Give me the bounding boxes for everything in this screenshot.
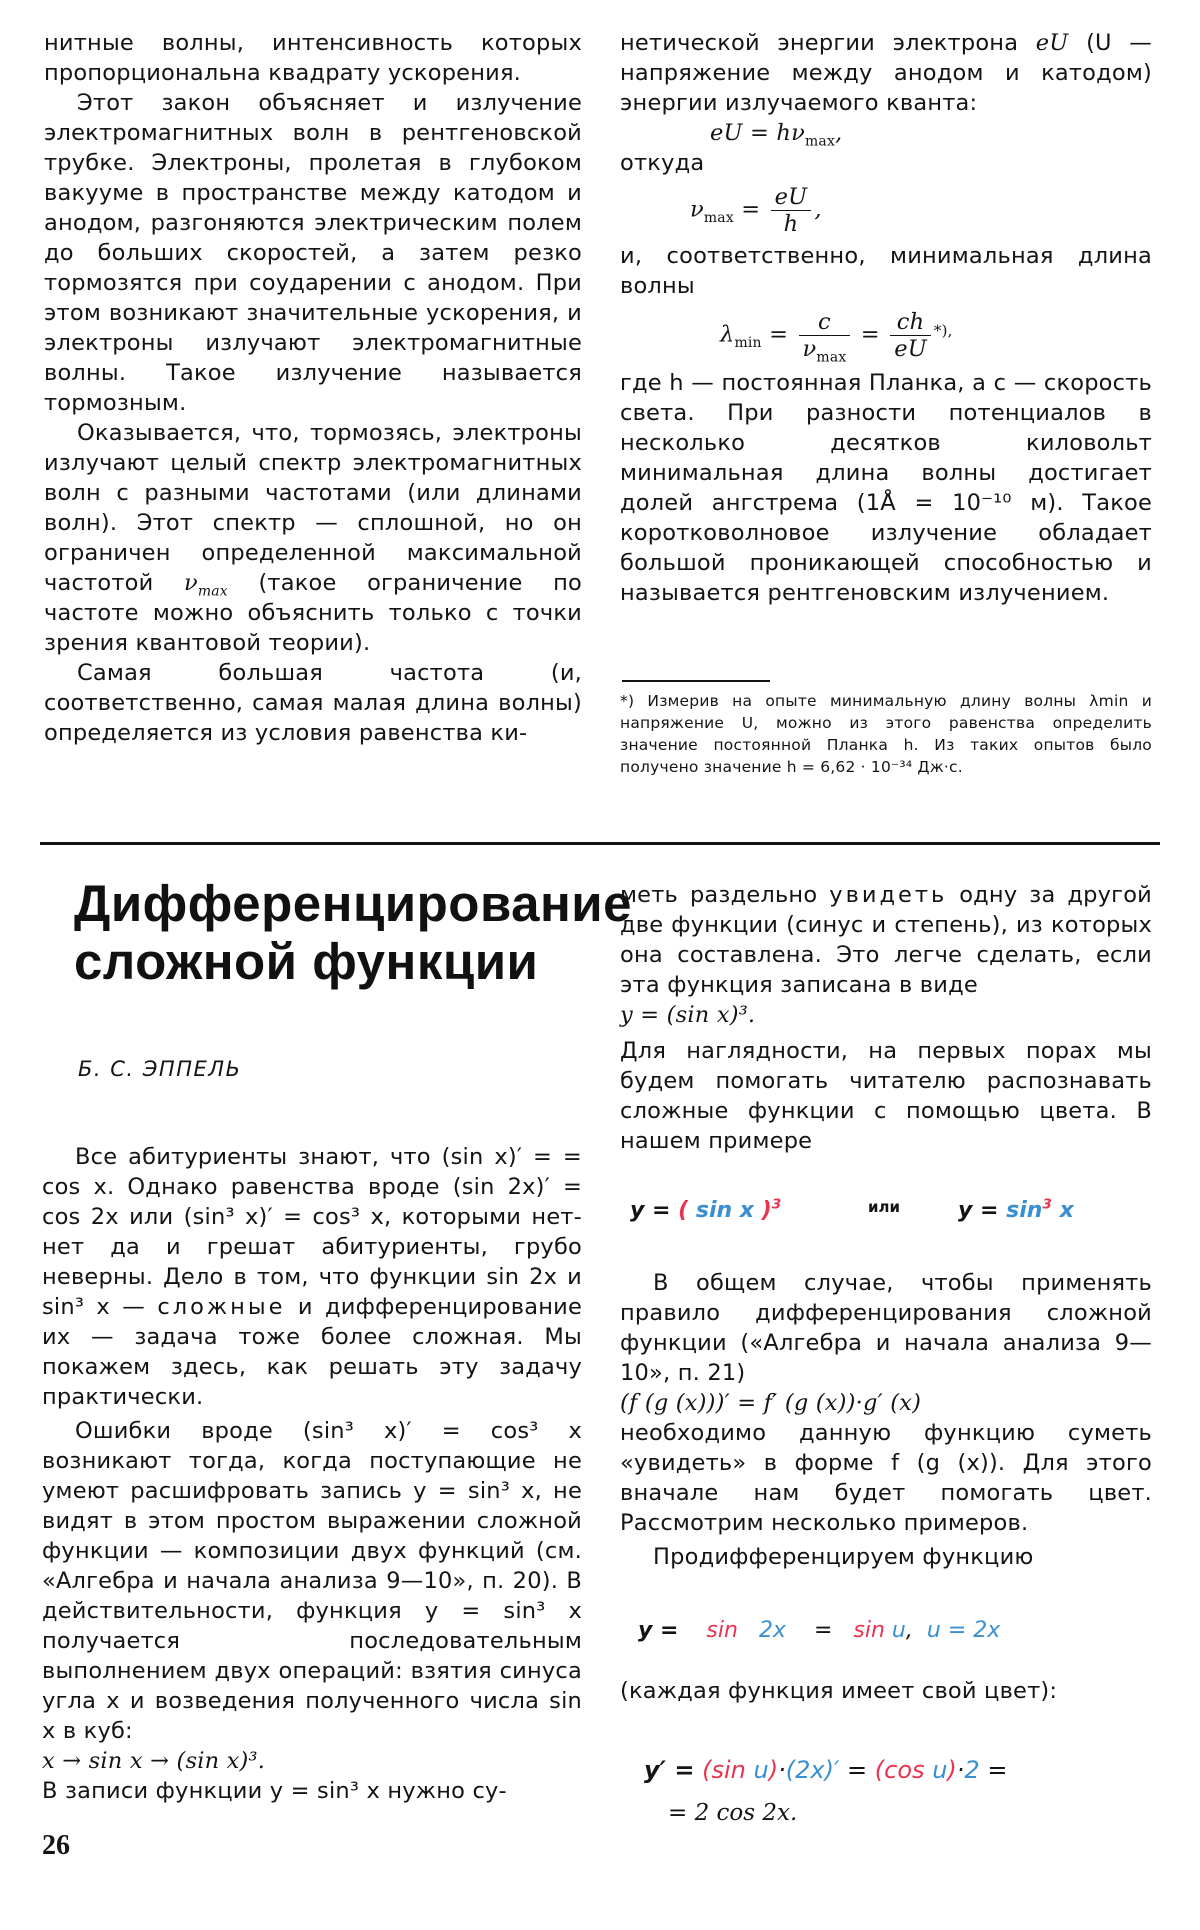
color-example-1: [630, 1196, 781, 1226]
footnote-text: *) Измерив на опыте минимальную длину волны λmin и напряжение U, можно из этого равенства определить значение постоянной Планка h. Из таких опытов было получено значение h = 6,62 · 10⁻³⁴ Дж·с.: [620, 692, 1152, 776]
derivative-line-2: = 2 cos 2x.: [668, 1800, 798, 1826]
paragraph: откуда: [620, 150, 705, 176]
text: нетической энергии электрона: [620, 30, 1019, 56]
lhs: y′ =: [644, 1756, 695, 1784]
equation-chain: x → sin x → (sin x)³.: [42, 1748, 266, 1774]
subscript: max: [703, 210, 734, 226]
two-x: 2x: [973, 1618, 1001, 1643]
paragraph: Этот закон объясняет и излучение электромагнитных волн в рентгеновской трубке. Электроны, пролетая в глубоком вакууме в пространстве между катодом и анодом, разгоняются электрическим полем до больших скоростей, а затем резко тормозятся при соударении с анодом. При этом возникают значительные ускорения, и электроны излучают электромагнитные волны. Такое излучение называется тормозным.: [44, 90, 582, 416]
power: 3: [1042, 1196, 1052, 1213]
equation-sin-cubed: y = (sin x)³.: [620, 1002, 756, 1028]
denominator: eU: [894, 336, 927, 362]
two-x: 2x: [758, 1618, 786, 1643]
color-example-2: [958, 1196, 1074, 1226]
two-x: 2x: [795, 1756, 825, 1784]
paragraph: Ошибки вроде (sin³ x)′ = cos³ x возникают тогда, когда поступающие не умеют расшифровать запись y = sin³ x, не видят в этом простом выражении сложной функции — композиции двух функций (см. «Алгебра и начала анализа 9—10», п. 20). В действительности, функция y = sin³ x получается последовательным выполнением двух операций: взятия синуса угла x и возведения полученного числа sin x в куб:: [42, 1418, 582, 1744]
text: (U — напряжение между анодом и катодом) энергии излучаемого кванта:: [620, 30, 1153, 116]
paragraph: В общем случае, чтобы применять правило дифференцирования сложной функции («Алгебра и начала анализа 9—10», п. 21): [620, 1270, 1152, 1386]
spaced-emphasis: увидеть: [829, 882, 948, 908]
u: u: [753, 1756, 769, 1784]
sin: sin: [1006, 1198, 1043, 1223]
paragraph: (каждая функция имеет свой цвет):: [620, 1678, 1058, 1704]
top-right-column: [620, 28, 1152, 608]
text: меть раздельно: [620, 882, 818, 908]
footnote-mark: *),: [933, 321, 953, 340]
equation-lambda-min: [620, 309, 1152, 366]
title-line: сложной функции: [74, 933, 539, 990]
power: 3: [771, 1196, 782, 1213]
paragraph: Самая большая частота (и, соответственно, самая малая длина волны) определяется из условия равенства ки-: [44, 660, 582, 746]
or-word: или: [868, 1198, 901, 1216]
equals: =: [847, 1756, 868, 1784]
eq-text: eU = hν: [710, 120, 806, 146]
color-example-3: [638, 1616, 1000, 1646]
paren: (: [874, 1756, 885, 1784]
sin: sin: [711, 1756, 746, 1784]
subscript: max: [805, 133, 836, 150]
sin: sin: [853, 1618, 885, 1643]
paren-close: ): [761, 1198, 772, 1223]
lhs: y =: [638, 1618, 679, 1643]
subscript: max: [816, 349, 847, 366]
text: (такое ограничение по частоте можно объяснить только с точки зрения квантовой теории).: [44, 570, 582, 656]
numerator: eU: [771, 184, 812, 211]
section-divider: [40, 842, 1160, 845]
eq-punct: ,: [835, 120, 843, 146]
paragraph: [620, 28, 1152, 118]
footnote-rule: [622, 680, 770, 682]
den-symbol: ν: [802, 336, 817, 362]
dot: ·: [956, 1756, 965, 1784]
denominator: h: [783, 211, 799, 237]
equals: =: [947, 1618, 967, 1643]
article-right-column-tail: [620, 1676, 1152, 1706]
paren: (: [785, 1756, 796, 1784]
equals: =: [769, 321, 789, 348]
equals: =: [813, 1618, 833, 1643]
nu-symbol: ν: [183, 570, 198, 596]
equation-energy: [620, 118, 1152, 148]
equation-nu-max: [620, 184, 1152, 237]
paragraph: Продифференцируем функцию: [653, 1544, 1034, 1570]
comma: ,: [905, 1618, 913, 1643]
paren: (: [702, 1756, 712, 1784]
paren-open: (: [678, 1198, 689, 1223]
footnote: [620, 690, 1152, 778]
text: и дифференцирование их — задача тоже более сложная. Мы покажем здесь, как решать эту задачу практически.: [42, 1294, 582, 1410]
x: x: [1059, 1198, 1074, 1223]
paren: ): [768, 1756, 779, 1784]
equals: =: [860, 321, 880, 348]
eq-punct: ,: [814, 196, 822, 223]
numerator: ch: [890, 309, 931, 336]
title-line: Дифференцирование: [74, 875, 633, 932]
equals: =: [987, 1756, 1008, 1784]
u: u: [926, 1618, 941, 1643]
dot: ·: [778, 1756, 786, 1784]
paragraph: [44, 418, 582, 658]
lhs: y =: [630, 1198, 671, 1223]
subscript: max: [197, 583, 228, 600]
lhs: y =: [958, 1198, 999, 1223]
eq-lhs: ν: [690, 196, 704, 223]
text: одну за другой две функции (синус и степень), из которых она составлена. Это легче сделать, если эта функция записана в виде: [620, 882, 1152, 998]
math-eU: eU: [1035, 30, 1069, 56]
article-left-column: [42, 1142, 582, 1806]
denominator: [799, 336, 851, 366]
equation-chain-rule: (f (g (x)))′ = f′ (g (x))·g′ (x): [620, 1390, 922, 1416]
spaced-emphasis: сложные: [157, 1294, 286, 1320]
two: 2: [964, 1756, 980, 1784]
paragraph: нитные волны, интенсивность которых пропорциональна квадрату ускорения.: [44, 30, 582, 86]
paragraph: [620, 880, 1152, 1000]
sin: sin: [706, 1618, 738, 1643]
equals: =: [741, 196, 761, 223]
top-left-column: [44, 28, 582, 748]
u: u: [932, 1756, 948, 1784]
paren: ): [947, 1756, 957, 1784]
paragraph: В записи функции y = sin³ x нужно су-: [42, 1778, 507, 1804]
derivative-line-1: [644, 1755, 1007, 1785]
paren-prime: )′: [824, 1756, 840, 1784]
fraction: [890, 309, 931, 362]
paragraph: Для наглядности, на первых порах мы будем помогать читателю распознавать сложные функции с помощью цвета. В нашем примере: [620, 1038, 1152, 1154]
page-number: 26: [42, 1830, 70, 1861]
cos: cos: [884, 1756, 925, 1784]
article-right-column: [620, 880, 1152, 1156]
fraction: [799, 309, 851, 366]
paragraph: где h — постоянная Планка, а c — скорость света. При разности потенциалов в несколько десятков киловольт минимальная длина волны достигает долей ангстрема (1Å = 10⁻¹⁰ м). Такое коротковолновое излучение обладает большой проникающей способностью и называется рентгеновским излучением.: [620, 370, 1152, 606]
fraction: [771, 184, 812, 237]
paragraph: и, соответственно, минимальная длина волны: [620, 243, 1152, 299]
subscript: min: [734, 335, 762, 351]
article-author: Б. С. ЭППЕЛЬ: [78, 1057, 242, 1081]
numerator: c: [799, 309, 851, 336]
paragraph: [42, 1142, 582, 1412]
article-right-column-cont: [620, 1268, 1152, 1572]
paragraph: необходимо данную функцию суметь «увидеть» в форме f (g (x)). Для этого вначале нам будет помогать цвет. Рассмотрим несколько примеров.: [620, 1420, 1152, 1536]
eq-lhs: λ: [720, 321, 735, 348]
text: Оказывается, что, тормозясь, электроны излучают целый спектр электромагнитных волн с разными частотами (или длинами волн). Этот спектр — сплошной, но он ограничен определенной максимальной частотой: [44, 420, 582, 596]
article-title: [74, 875, 633, 991]
u: u: [891, 1618, 906, 1643]
text: Все абитуриенты знают, что (sin x)′ = = cos x. Однако равенства вроде (sin 2x)′ = cos 2x или (sin³ x)′ = cos³ x, которыми нет-нет да и грешат абитуриенты, грубо неверны. Дело в том, что функции sin 2x и sin³ x —: [42, 1144, 582, 1320]
sin-x: sin x: [695, 1198, 754, 1223]
